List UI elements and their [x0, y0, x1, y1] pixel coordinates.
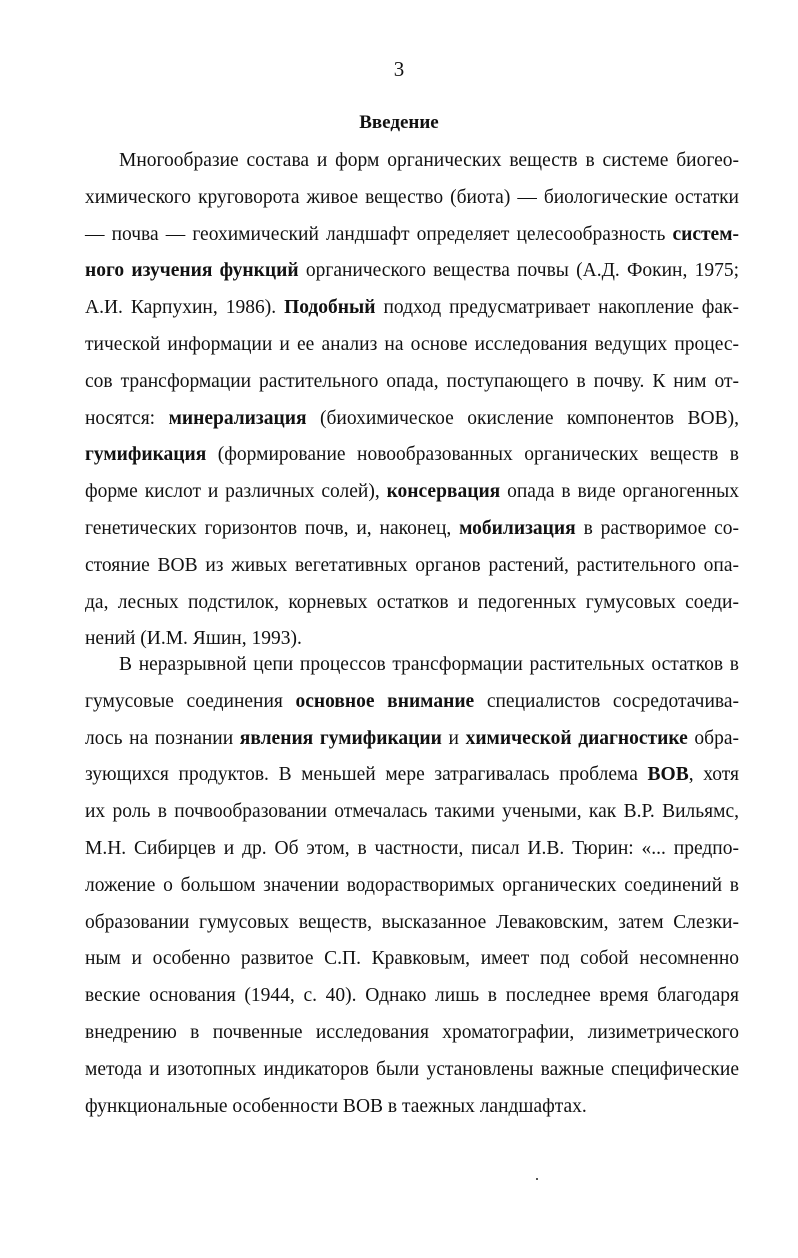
text-run: форме кислот и различных солей),: [85, 481, 387, 503]
text-line: [85, 868, 739, 905]
text-run: в растворимое со-: [575, 517, 739, 539]
text-run: ложение о большом значении водорастворимых органических соединений в: [85, 874, 739, 896]
text-run: органического вещества почвы (А.Д. Фокин, 1975;: [298, 260, 740, 282]
paragraph-humification: [85, 647, 739, 1125]
text-run: Многообразие состава и форм органических веществ в системе биогео-: [119, 150, 739, 171]
text-line: [85, 905, 739, 942]
text-line: [85, 474, 739, 511]
text-run: тической информации и ее анализ на основе исследования ведущих процес-: [85, 333, 739, 355]
text-line: [85, 941, 739, 978]
bold-term: явления гумификации: [239, 727, 442, 749]
text-run: специалистов сосредотачива-: [474, 690, 740, 712]
text-run: опада в виде органогенных: [500, 481, 739, 503]
text-line: [85, 548, 739, 585]
text-line: [85, 684, 739, 721]
text-run: (формирование новообразованных органических веществ в: [206, 444, 739, 466]
text-run: ным и особенно развитое С.П. Кравковым, имеет под собой несомненно: [85, 948, 739, 970]
bold-term: мобилизация: [459, 517, 576, 539]
text-line: [85, 253, 739, 290]
text-run: А.И. Карпухин, 1986).: [85, 297, 285, 319]
text-line: [85, 794, 739, 831]
text-line: [85, 290, 739, 327]
text-line: [85, 757, 739, 794]
text-run: — почва — геохимический ландшафт определяет целесообразность: [85, 223, 673, 245]
text-line: [85, 1015, 739, 1052]
bold-term: гумификация: [85, 444, 207, 466]
text-run: М.Н. Сибирцев и др. Об этом, в частности, писал И.В. Тюрин: «... предпо-: [85, 837, 739, 859]
text-run: генетических горизонтов почв, и, наконец,: [85, 517, 460, 539]
bold-term: Подобный: [284, 297, 376, 319]
text-line: [85, 401, 739, 438]
text-run: и: [441, 727, 466, 749]
text-run: метода и изотопных индикаторов были установлены важные специфические: [85, 1058, 739, 1080]
text-line: [85, 721, 739, 758]
text-run: образовании гумусовых веществ, высказанное Леваковским, затем Слезки-: [85, 911, 739, 933]
text-line: [85, 1052, 739, 1089]
text-run: веские основания (1944, с. 40). Однако лишь в последнее время благодаря: [85, 985, 739, 1007]
bold-term: систем-: [672, 223, 739, 245]
text-line: [85, 831, 739, 868]
text-run: функциональные особенности ВОВ в таежных ландшафтах.: [85, 1095, 587, 1117]
paragraph-intro: [85, 143, 739, 658]
text-run: подход предусматривает накопление фак-: [375, 297, 739, 319]
text-run: В неразрывной цепи процессов трансформации растительных остатков в: [119, 654, 739, 675]
page-number: 3: [393, 57, 405, 81]
text-line: [85, 327, 739, 364]
text-run: (биохимическое окисление компонентов ВОВ),: [306, 407, 739, 429]
text-line: [85, 647, 739, 684]
text-line: [85, 1089, 739, 1126]
bold-term: консервация: [386, 481, 501, 503]
text-line: [85, 437, 739, 474]
text-line: [85, 585, 739, 622]
text-line: [85, 978, 739, 1015]
text-run: стояние ВОВ из живых вегетативных органов растений, растительного опа-: [85, 554, 739, 576]
text-run: нений (И.М. Яшин, 1993).: [85, 628, 302, 650]
text-run: внедрению в почвенные исследования хроматографии, лизиметрического: [85, 1021, 739, 1043]
scan-speck: [536, 1178, 538, 1180]
text-line: [85, 180, 739, 217]
bold-term: минерализация: [168, 407, 307, 429]
text-line: [85, 217, 739, 254]
text-line: [85, 364, 739, 401]
text-run: их роль в почвообразовании отмечалась такими учеными, как В.Р. Вильямс,: [85, 801, 739, 823]
section-title: Введение: [359, 112, 439, 133]
text-run: гумусовые соединения: [85, 690, 296, 712]
bold-term: основное внимание: [295, 690, 475, 712]
text-run: носятся:: [85, 407, 169, 429]
text-run: химического круговорота живое вещество (биота) — биологические остатки: [85, 186, 739, 208]
bold-term: ВОВ: [647, 764, 689, 786]
bold-term: ного изучения функций: [85, 260, 299, 282]
text-run: , хотя: [688, 764, 739, 786]
text-run: лось на познании: [85, 727, 240, 749]
text-run: сов трансформации растительного опада, поступающего в почву. К ним от-: [85, 370, 739, 392]
text-run: обра-: [687, 727, 739, 749]
text-line: [85, 511, 739, 548]
text-run: зующихся продуктов. В меньшей мере затрагивалась проблема: [85, 764, 648, 786]
text-run: да, лесных подстилок, корневых остатков и педогенных гумусовых соеди-: [85, 591, 739, 613]
text-line: [85, 143, 739, 180]
bold-term: химической диагностике: [465, 727, 688, 749]
